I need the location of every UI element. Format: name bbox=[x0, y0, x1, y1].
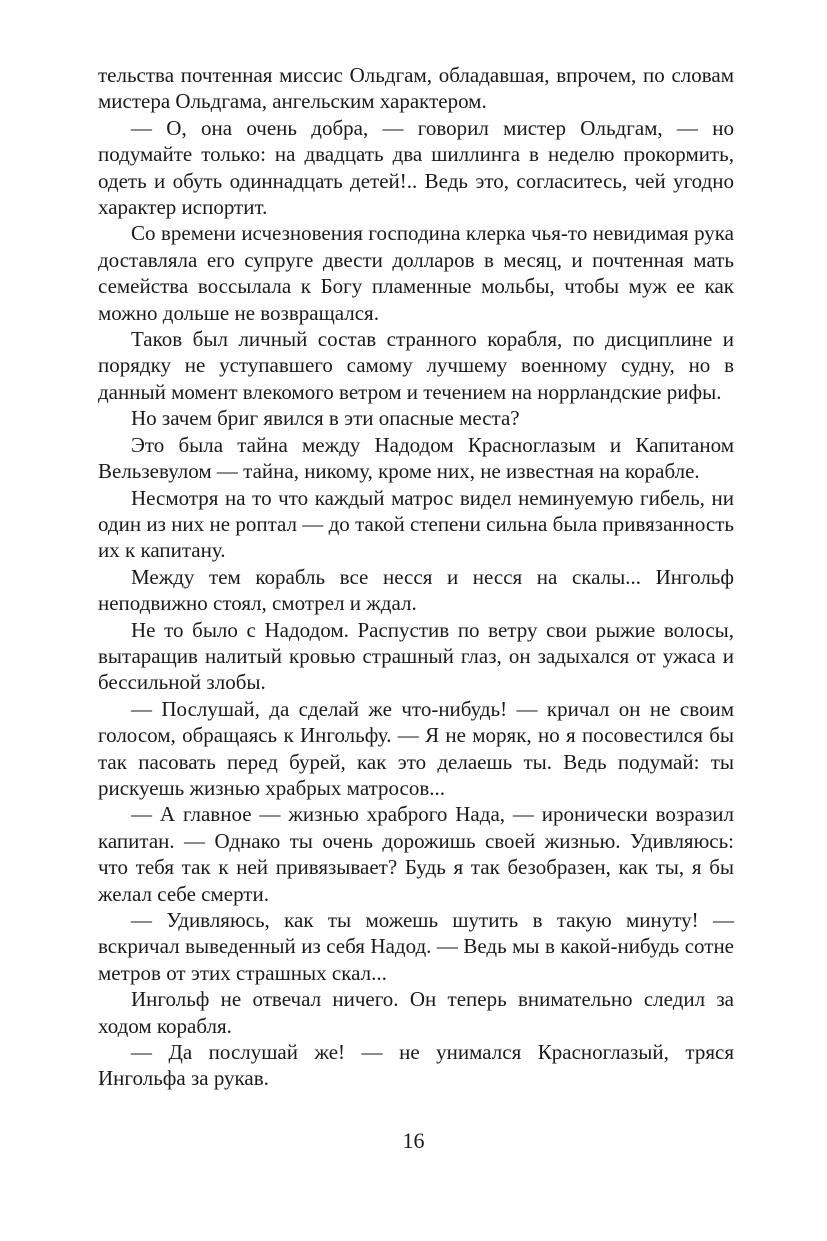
paragraph-5: Но зачем бриг явился в эти опасные места? bbox=[131, 406, 520, 431]
paragraph-14: — Да послушай же! — не унимался Красноглазый, тряся Ингольфа за рукав. bbox=[98, 1040, 734, 1091]
paragraph-8: Между тем корабль все несся и несся на скалы... Ингольф неподвижно стоял, смотрел и ждал. bbox=[98, 564, 734, 616]
paragraph-11: — А главное — жизнью храброго Нада, — иронически возразил капитан. — Однако ты очень дорожишь своей жизнью. Удивляюсь: что тебя так к ней привязывает? Будь я так безобразен, как ты, я бы желал себе смерти. bbox=[98, 802, 734, 906]
paragraph-13: Ингольф не отвечал ничего. Он теперь внимательно следил за ходом корабля. bbox=[98, 987, 734, 1038]
paragraph-4: Таков был личный состав странного корабля, по дисциплине и порядку не уступавшего самому лучшему военному судну, но в данный момент влекомого ветром и течением на норрландские рифы. bbox=[98, 327, 734, 404]
paragraph-2: — О, она очень добра, — говорил мистер Ольдгам, — но подумайте только: на двадцать два шиллинга в неделю прокормить, одеть и обуть одиннадцать детей!.. Ведь это, согласитесь, чей угодно характер испортит. bbox=[98, 115, 734, 220]
paragraph-1: тельства почтенная миссис Ольдгам, обладавшая, впрочем, по словам мистера Ольдгама, ангельским характером. bbox=[98, 63, 734, 114]
page-number: 16 bbox=[402, 1128, 425, 1153]
paragraph-3: Со времени исчезновения господина клерка чья-то невидимая рука доставляла его супруге двести долларов в месяц, и почтенная мать семейства воссылала к Богу пламенные мольбы, чтобы муж ее как можно дольше не возвращался. bbox=[98, 221, 734, 325]
paragraph-10: — Послушай, да сделай же что-нибудь! — кричал он не своим голосом, обращаясь к Ингольфу. — Я не моряк, но я посовестился бы так пасовать перед бурей, как это делаешь ты. Ведь подумай: ты рискуешь жизнью храбрых матросов... bbox=[98, 696, 734, 800]
paragraph-12: — Удивляюсь, как ты можешь шутить в такую минуту! — вскричал выведенный из себя Надод. — Ведь мы в какой-нибудь сотне метров от этих страшных скал... bbox=[98, 908, 734, 985]
page-body bbox=[98, 62, 734, 1092]
paragraph-6: Это была тайна между Надодом Красноглазым и Капитаном Вельзевулом — тайна, никому, кроме них, не известная на корабле. bbox=[98, 432, 734, 484]
paragraph-7: Несмотря на то что каждый матрос видел неминуемую гибель, ни один из них не роптал — до такой степени сильна была привязанность их к капитану. bbox=[98, 485, 734, 563]
paragraph-9: Не то было с Надодом. Распустив по ветру свои рыжие волосы, вытаращив налитый кровью страшный глаз, он задыхался от ужаса и бессильной злобы. bbox=[98, 617, 734, 695]
